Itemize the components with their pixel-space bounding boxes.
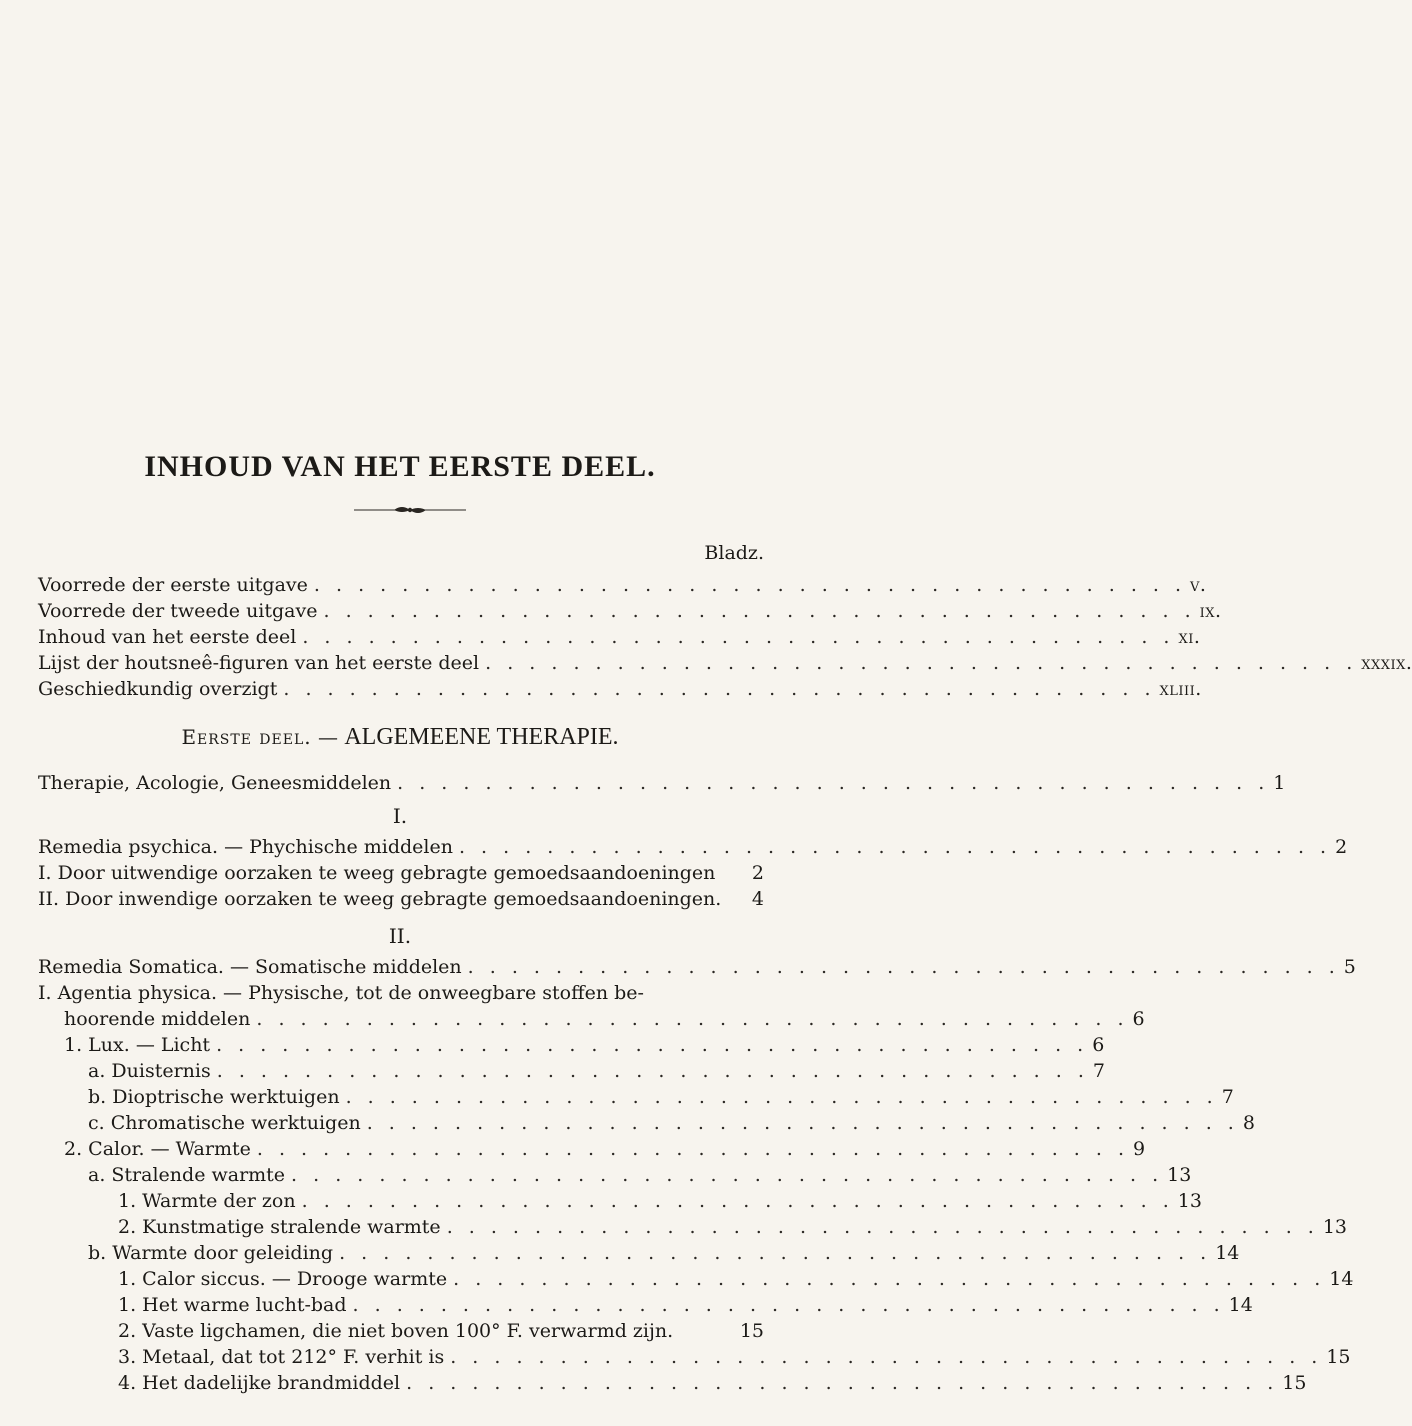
toc-entry xyxy=(118,1190,1202,1216)
leader-dots: . . . . . . . . . . . . . . . . . . . . . . . . . . . . . . . . . . . . . . . . xyxy=(216,1034,1089,1056)
toc-entry-label: 2. Calor. — Warmte xyxy=(64,1138,251,1160)
toc-entry-label: Inhoud van het eerste deel xyxy=(38,626,297,648)
toc-entry-page: xi. xyxy=(1178,626,1201,648)
toc-entry xyxy=(88,1086,1234,1112)
toc-entry-page: 7 xyxy=(1092,1060,1105,1082)
toc-entry-label: a. Stralende warmte xyxy=(88,1164,286,1186)
toc-entry-label: 1. Lux. — Licht xyxy=(64,1034,211,1056)
toc-entry-label: Remedia psychica. — Phychische middelen xyxy=(38,836,453,858)
toc-entry xyxy=(38,772,1286,798)
toc-entry-label: I. Agentia physica. — Physische, tot de onweegbare stoffen be- xyxy=(38,982,644,1004)
toc-entry xyxy=(88,1164,1192,1190)
toc-entry-page: 8 xyxy=(1242,1112,1255,1134)
page-title: INHOUD VAN HET EERSTE DEEL. xyxy=(144,450,656,483)
toc-entry-page: xliii. xyxy=(1159,678,1202,700)
leader-dots: . . . . . . . . . . . . . . . . . . . . . . . . . . . . . . . . . . . . . . . . xyxy=(291,1164,1164,1186)
toc-entry xyxy=(38,862,764,888)
toc-entry-label: 1. Warmte der zon xyxy=(118,1190,296,1212)
toc-entry-label: b. Warmte door geleiding xyxy=(88,1242,334,1264)
toc-entry-page: 1 xyxy=(1273,772,1286,794)
leader-dots: . . . . . . . . . . . . . . . . . . . . . . . . . . . . . . . . . . . . . . . . xyxy=(458,836,1332,858)
toc-entry xyxy=(38,888,764,914)
leader-dots: . . . . . . . . . . . . . . . . . . . . . . . . . . . . . . . . . . . . . . . . xyxy=(467,956,1340,978)
toc-entry xyxy=(88,1112,1255,1138)
leader-dots: . . . . . . . . . . . . . . . . . . . . . . . . . . . . . . . . . . . . . . . . xyxy=(323,600,1196,622)
toc-entry-label: b. Dioptrische werktuigen xyxy=(88,1086,340,1108)
toc-entry-label: Remedia Somatica. — Somatische middelen xyxy=(38,956,462,978)
toc-entry xyxy=(118,1268,1354,1294)
toc-entry-page: 15 xyxy=(1282,1372,1307,1394)
toc-entry-label: c. Chromatische werktuigen xyxy=(88,1112,361,1134)
toc-entry-page: 6 xyxy=(1132,1008,1145,1030)
toc-entry xyxy=(88,1060,1105,1086)
toc-entry-page: 6 xyxy=(1092,1034,1105,1056)
leader-dots: . . . . . . . . . . . . . . . . . . . . . . . . . . . . . . . . . . . . . . . . xyxy=(397,772,1270,794)
toc-entry-page: 4 xyxy=(751,888,764,910)
toc-entry-page: 13 xyxy=(1177,1190,1202,1212)
toc-entry xyxy=(64,1034,1105,1060)
toc-entry xyxy=(38,836,1348,862)
toc-entry-page: 14 xyxy=(1228,1294,1253,1316)
part-heading-separator: — xyxy=(317,725,338,749)
toc-entry-label: II. Door inwendige oorzaken te weeg gebragte gemoedsaandoeningen. xyxy=(38,888,722,910)
toc-entry-page: ix. xyxy=(1199,600,1222,622)
part-heading-title: ALGEMEENE THERAPIE. xyxy=(344,724,619,750)
leader-dots: . . . . . . . . . . . . . . . . . . . . . . . . . . . . . . . . . . . . . . . . xyxy=(302,626,1175,648)
toc-entry-label: Voorrede der eerste uitgave xyxy=(38,574,308,596)
toc-entry-label: 4. Het dadelijke brandmiddel xyxy=(118,1372,401,1394)
toc-entry-label: 3. Metaal, dat tot 212° F. verhit is xyxy=(118,1346,445,1368)
toc-entry-label: 2. Kunstmatige stralende warmte xyxy=(118,1216,441,1238)
toc-entry xyxy=(38,600,1222,626)
toc-entry-label: 1. Calor siccus. — Drooge warmte xyxy=(118,1268,448,1290)
section-heading-ii: II. xyxy=(388,924,412,948)
toc-entry-page: 2 xyxy=(1335,836,1348,858)
toc-entry-label: 1. Het warme lucht-bad xyxy=(118,1294,347,1316)
toc-entry xyxy=(38,956,1356,982)
toc-entry xyxy=(38,574,1207,600)
ornament-divider xyxy=(350,500,470,520)
toc-entry-label: Voorrede der tweede uitgave xyxy=(38,600,318,622)
toc-entry-page: 14 xyxy=(1215,1242,1240,1264)
leader-dots: . . . . . . . . . . . . . . . . . . . . . . . . . . . . . . . . . . . . . . . . xyxy=(256,1138,1129,1160)
toc-entry xyxy=(38,626,1201,652)
toc-entry xyxy=(38,678,1202,704)
toc-entry-label: Therapie, Acologie, Geneesmiddelen xyxy=(38,772,392,794)
toc-entry xyxy=(88,1242,1240,1268)
leader-dots: . . . . . . . . . . . . . . . . . . . . . . . . . . . . . . . . . . . . . . . . xyxy=(256,1008,1129,1030)
toc-entry-page: 15 xyxy=(1326,1346,1351,1368)
leader-dots: . . . . . . . . . . . . . . . . . . . . . . . . . . . . . . . . . . . . . . . . xyxy=(485,652,1358,674)
toc-entry-page: 13 xyxy=(1167,1164,1192,1186)
section-heading-i: I. xyxy=(392,804,408,828)
toc-entry-page: 14 xyxy=(1329,1268,1354,1290)
leader-dots: . . . . . . . . . . . . . . . . . . . . . . . . . . . . . . . . . . . . . . . . xyxy=(406,1372,1279,1394)
leader-dots: . . . . . . . . . . . . . . . . . . . . . . . . . . . . . . . . . . . . . . . . xyxy=(216,1060,1089,1082)
toc-entry-page: 15 xyxy=(739,1320,764,1342)
leader-dots: . . . . . . . . . . . . . . . . . . . . . . . . . . . . . . . . . . . . . . . . xyxy=(313,574,1187,596)
toc-entry xyxy=(64,1008,1145,1034)
toc-entry xyxy=(118,1372,1307,1398)
part-heading-prefix: Eerste deel. xyxy=(181,725,312,749)
leader-dots: . . . . . . . . . . . . . . . . . . . . . . . . . . . . . . . . . . . . . . . . xyxy=(301,1190,1174,1212)
leader-dots: . . . . . . . . . . . . . . . . . . . . . . . . . . . . . . . . . . . . . . . . xyxy=(366,1112,1239,1134)
toc-entry-page: xxxix. xyxy=(1361,652,1412,674)
toc-entry-page: 5 xyxy=(1343,956,1356,978)
toc-entry xyxy=(118,1294,1253,1320)
toc-entry xyxy=(118,1216,1347,1242)
leader-dots: . . . . . . . . . . . . . . . . . . . . . . . . . . . . . . . . . . . . . . . . xyxy=(450,1346,1323,1368)
toc-entry-page: v. xyxy=(1190,574,1207,596)
leader-dots: . . . . . . . . . . . . . . . . . . . . . . . . . . . . . . . . . . . . . . . . xyxy=(446,1216,1319,1238)
page-column-header: Bladz. xyxy=(704,542,764,564)
toc-entry xyxy=(118,1320,764,1346)
toc-entry-label: Lijst der houtsneê-figuren van het eerste deel xyxy=(38,652,480,674)
toc-entry-page: 2 xyxy=(751,862,764,884)
leader-dots: . . . . . . . . . . . . . . . . . . . . . . . . . . . . . . . . . . . . . . . . xyxy=(352,1294,1225,1316)
toc-entry-label: a. Duisternis xyxy=(88,1060,211,1082)
leader-dots: . . . . . . . . . . . . . . . . . . . . . . . . . . . . . . . . . . . . . . . . xyxy=(283,678,1156,700)
toc-entry-label: 2. Vaste ligchamen, die niet boven 100° F. verwarmd zijn. xyxy=(118,1320,674,1342)
toc-entry-page: 7 xyxy=(1221,1086,1234,1108)
toc-entry xyxy=(118,1346,1351,1372)
toc-entry-page: 9 xyxy=(1132,1138,1146,1160)
part-heading xyxy=(0,724,800,751)
leader-dots: . . . . . . . . . . . . . . . . . . . . . . . . . . . . . . . . . . . . . . . . xyxy=(345,1086,1218,1108)
leader-dots: . . . . . . . . . . . . . . . . . . . . . . . . . . . . . . . . . . . . . . . . xyxy=(339,1242,1212,1264)
toc-entry-label: Geschiedkundig overzigt xyxy=(38,678,278,700)
toc-entry-label: I. Door uitwendige oorzaken te weeg gebragte gemoedsaandoeningen xyxy=(38,862,716,884)
leader-dots: . . . . . . . . . . . . . . . . . . . . . . . . . . . . . . . . . . . . . . . . xyxy=(453,1268,1326,1290)
toc-entry xyxy=(38,652,1412,678)
toc-entry-label: hoorende middelen xyxy=(64,1008,251,1030)
toc-entry xyxy=(64,1138,1146,1164)
toc-entry-page: 13 xyxy=(1322,1216,1347,1238)
